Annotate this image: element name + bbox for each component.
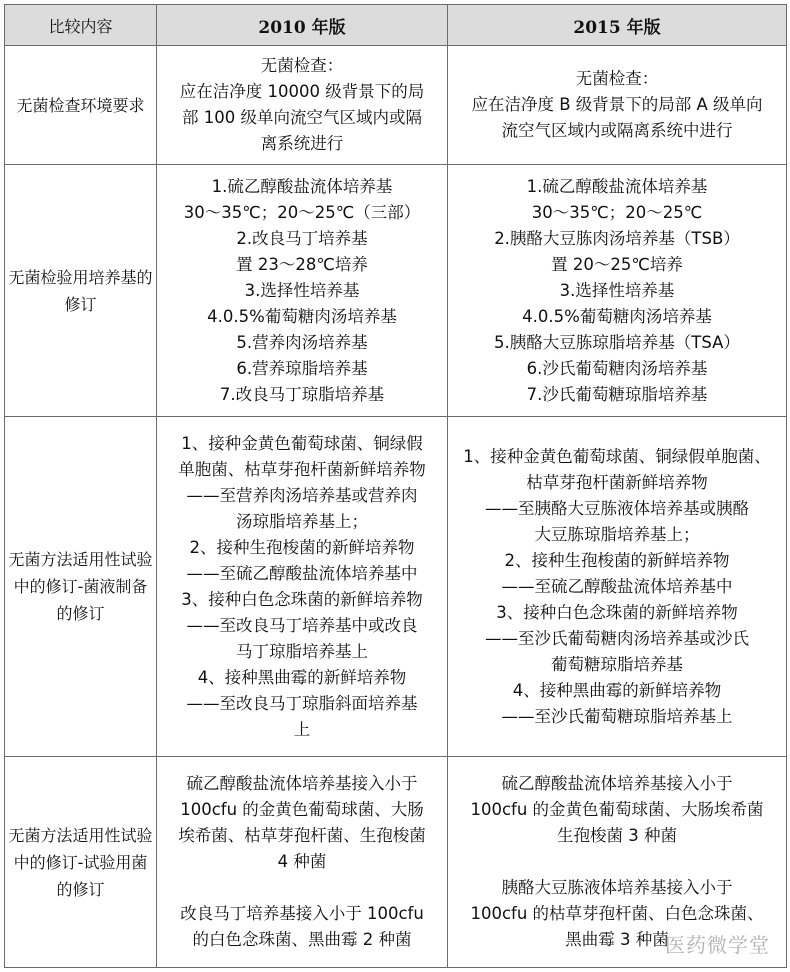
cell-line: 4 种菌 [277,852,327,871]
cell-line: ——至改良马丁琼脂斜面培养基 [186,693,418,713]
cell-line: 4.0.5%葡萄糖肉汤培养基 [207,306,397,326]
cell-line: 离系统进行 [260,134,344,153]
cell-line: 5.胰酪大豆胨琼脂培养基（TSA） [494,332,740,352]
cell-line: ——至胰酪大豆胨液体培养基或胰酪 [485,498,749,518]
row-label: 无菌检查环境要求 [5,46,157,165]
cell-line: 改良马丁培养基接入小于 100cfu [180,904,424,923]
cell-line: 4、接种黑曲霉的新鲜培养物 [197,667,407,687]
cell-line: 流空气区域内或隔离系统中进行 [501,121,733,140]
cell-2010 [157,757,448,968]
cell-line: 单胞菌、枯草芽孢杆菌新鲜培养物 [178,459,426,479]
cell-line: 汤琼脂培养基上； [236,511,368,531]
header-row [5,5,787,46]
cell-line: 黑曲霉 3 种菌 [565,930,669,949]
cell-2010 [157,417,448,757]
table-row [5,165,787,417]
row-label: 无菌方法适用性试验中的修订-试验用菌的修订 [5,757,157,968]
cell-line: 生孢梭菌 3 种菌 [557,826,677,845]
cell-2010 [157,46,448,165]
header-2010-edition: 2010 年版 [157,5,448,46]
cell-line: 1.硫乙醇酸盐流体培养基 [526,176,708,196]
cell-line: ——至沙氏葡萄糖肉汤培养基或沙氏 [485,628,749,648]
cell-line: 应在洁净度 B 级背景下的局部 A 级单向 [471,95,763,114]
cell-line: 1、接种金黄色葡萄球菌、铜绿假单胞菌、 [463,446,771,466]
cell-line: 30～35℃；20～25℃ [531,202,703,222]
cell-2015 [448,165,787,417]
cell-line: 30～35℃；20～25℃（三部） [183,202,421,222]
cell-line: 100cfu 的金黄色葡萄球菌、大肠埃希菌 [470,800,764,819]
cell-line: 2.改良马丁培养基 [236,228,368,248]
cell-line: ——至硫乙醇酸盐流体培养基中 [501,576,733,596]
cell-2015 [448,46,787,165]
cell-line: 6.沙氏葡萄糖肉汤培养基 [526,358,708,378]
comparison-table [4,4,787,968]
cell-line: 3、接种白色念珠菌的新鲜培养物 [181,589,423,609]
cell-line: 2、接种生孢梭菌的新鲜培养物 [504,550,730,570]
cell-line: 3.选择性培养基 [244,280,360,300]
cell-2015 [448,417,787,757]
cell-line: 6.营养琼脂培养基 [236,358,368,378]
cell-line: 置 20～25℃培养 [551,254,683,274]
watermark: 医药微学堂 [665,933,770,957]
cell-line: 2.胰酪大豆胨肉汤培养基（TSB） [494,228,740,248]
header-2015-edition: 2015 年版 [448,5,787,46]
cell-line: 2、接种生孢梭菌的新鲜培养物 [189,537,415,557]
cell-line: ——至沙氏葡萄糖琼脂培养基上 [501,706,733,726]
cell-line: 4、接种黑曲霉的新鲜培养物 [512,680,722,700]
cell-line: 枯草芽孢杆菌新鲜培养物 [526,472,708,492]
cell-line: 埃希菌、枯草芽孢杆菌、生孢梭菌 [178,826,426,845]
cell-line: ——至硫乙醇酸盐流体培养基中 [186,563,418,583]
row-label: 无菌检验用培养基的修订 [5,165,157,417]
cell-line: ——至改良马丁培养基中或改良 [186,615,418,635]
cell-line: ——至营养肉汤培养基或营养肉 [186,485,418,505]
cell-line: 的白色念珠菌、黑曲霉 2 种菌 [192,930,412,949]
cell-line: 胰酪大豆胨液体培养基接入小于 [501,878,733,897]
cell-line [160,875,444,901]
cell-line: 7.改良马丁琼脂培养基 [219,384,385,404]
cell-line: 4.0.5%葡萄糖肉汤培养基 [522,306,712,326]
cell-line: 部 100 级单向流空气区域内或隔 [182,108,422,127]
cell-line [451,849,783,875]
header-compare-content: 比较内容 [5,5,157,46]
table-row [5,417,787,757]
cell-line: 3、接种白色念珠菌的新鲜培养物 [496,602,738,622]
cell-line: 上 [293,719,311,739]
row-label: 无菌方法适用性试验中的修订-菌液制备的修订 [5,417,157,757]
cell-line: 100cfu 的枯草芽孢杆菌、白色念珠菌、 [470,904,764,923]
cell-line: 硫乙醇酸盐流体培养基接入小于 [501,774,733,793]
cell-line: 5.营养肉汤培养基 [236,332,368,352]
cell-line: 应在洁净度 10000 级背景下的局 [179,82,425,101]
cell-line: 无菌检查： [575,69,659,88]
cell-line: 1.硫乙醇酸盐流体培养基 [211,176,393,196]
cell-line: 葡萄糖琼脂培养基 [551,654,683,674]
cell-2010 [157,165,448,417]
cell-line: 硫乙醇酸盐流体培养基接入小于 [186,774,418,793]
cell-line: 7.沙氏葡萄糖琼脂培养基 [526,384,708,404]
cell-line: 无菌检查： [260,56,344,75]
cell-line: 马丁琼脂培养基上 [236,641,368,661]
cell-line: 3.选择性培养基 [559,280,675,300]
cell-line: 大豆胨琼脂培养基上； [534,524,700,544]
cell-line: 置 23～28℃培养 [236,254,368,274]
table-row [5,46,787,165]
cell-line: 1、接种金黄色葡萄球菌、铜绿假 [181,433,423,453]
cell-line: 100cfu 的金黄色葡萄球菌、大肠 [180,800,424,819]
